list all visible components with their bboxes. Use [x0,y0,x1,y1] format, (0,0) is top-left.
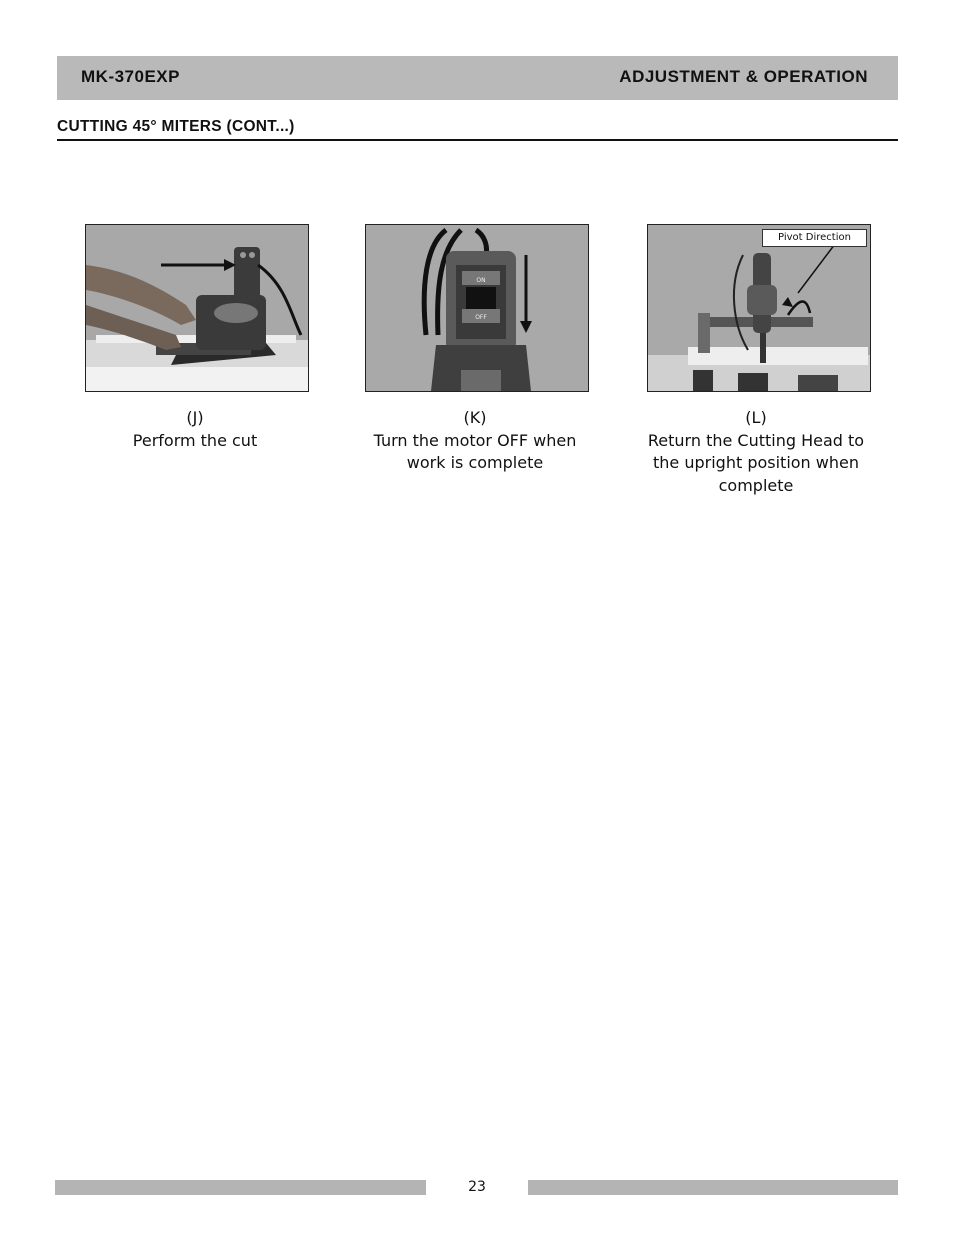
caption-letter: (K) [463,408,487,427]
page-number: 23 [468,1179,486,1195]
section-divider [57,139,898,141]
caption-line: complete [718,475,794,495]
header-bar [57,56,898,100]
switch-off-label: OFF [475,314,487,321]
saw-cutting-illustration [86,225,308,391]
caption-k [355,407,595,475]
caption-letter: (L) [745,408,767,427]
caption-line: work is complete [406,453,544,472]
footer-bar-left [55,1180,426,1195]
caption-line: the upright position when [653,453,859,472]
caption-line: Perform the cut [132,430,258,450]
section-name: ADJUSTMENT & OPERATION [619,67,868,86]
pivot-direction-callout: Pivot Direction [762,229,867,247]
caption-letter: (J) [186,408,204,427]
section-title: CUTTING 45° MITERS (CONT...) [57,118,295,135]
model-name: MK-370EXP [81,67,180,86]
switch-on-label: ON [476,277,486,284]
cutting-head-illustration [648,225,870,391]
photo-motor-switch [365,224,589,392]
caption-l [636,407,876,497]
caption-j [75,407,315,452]
photo-perform-cut [85,224,309,392]
footer-bar-right [528,1180,898,1195]
caption-line: Return the Cutting Head to [647,430,865,450]
photo-cutting-head-upright [647,224,871,392]
motor-switch-illustration [366,225,588,391]
caption-line: Turn the motor OFF when [373,430,577,450]
